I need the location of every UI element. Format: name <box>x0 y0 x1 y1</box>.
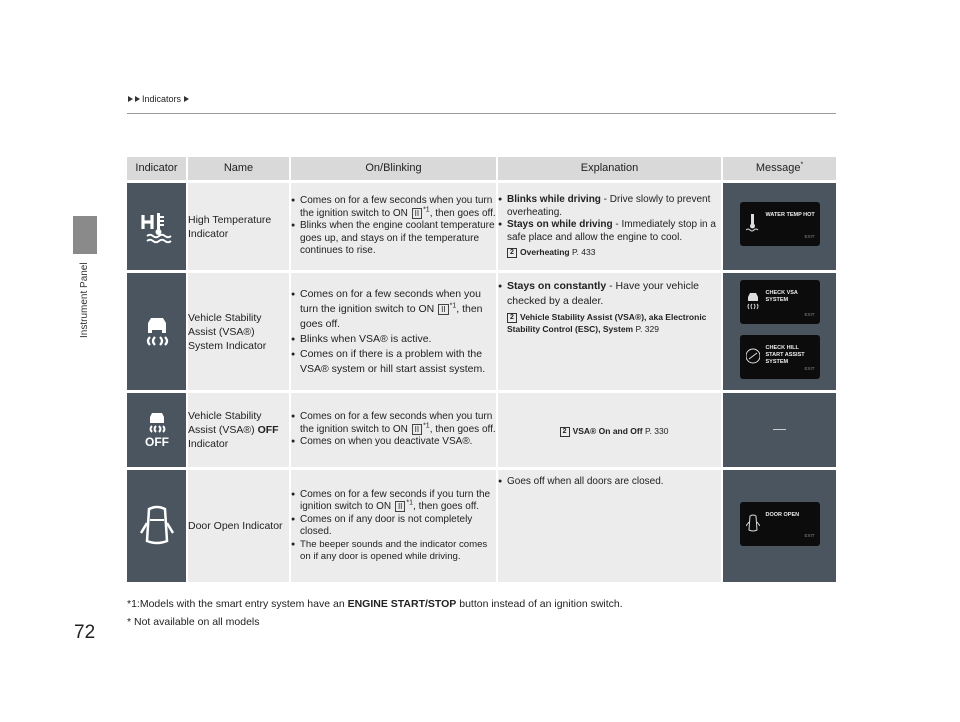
explanation-cell: ● Stays on constantly - Have your vehicle checked by a dealer. 2 Vehicle Stability Assist (VSA®), aka Electronic Stability Control (ESC), System P. 329 <box>498 270 723 390</box>
page-reference-link[interactable]: 2 Vehicle Stability Assist (VSA®), aka Electronic Stability Control (ESC), System P. 329 <box>507 312 707 334</box>
explanation-cell: ● Blinks while driving - Drive slowly to prevent overheating. ● Stays on while driving - Immediately stop in a safe place and allow the engine to cool. 2 Overheating P. 433 <box>498 180 723 270</box>
hill-assist-glyph-icon <box>746 347 760 365</box>
explanation-cell <box>498 390 723 467</box>
indicator-cell <box>127 180 188 270</box>
breadcrumb-arrow-icon <box>128 96 133 102</box>
breadcrumb-arrow-icon <box>135 96 140 102</box>
indicator-name: High Temperature Indicator <box>188 180 291 270</box>
footnote-ignition: *1:Models with the smart entry system have an ENGINE START/STOP button instead of an ignition switch. <box>127 598 623 610</box>
page-reference-link[interactable]: 2 VSA® On and Off P. 330 <box>498 425 721 438</box>
on-blinking-cell: ● Comes on for a few seconds when you turn the ignition switch to ON II $^{*1}$, then goes off. ● Blinks when VSA® is active. ● Comes on if there is a problem with the VSA® system or hill start assist system. <box>291 270 498 390</box>
indicator-name: Door Open Indicator <box>188 467 291 582</box>
column-header: Indicator <box>127 157 188 180</box>
footnote-availability: * Not available on all models <box>127 616 260 628</box>
explanation-cell: ● Goes off when all doors are closed. <box>498 467 723 582</box>
column-header: Message* <box>723 157 836 180</box>
message-cell <box>723 270 836 390</box>
table-row <box>127 390 836 467</box>
on-blinking-cell: ● Comes on for a few seconds if you turn the ignition switch to ON II $^{*1}$, then goes off. ● Comes on if any door is not completely closed. ● The beeper sounds and the indicator comes on if any door is opened while driving. <box>291 467 498 582</box>
temperature-glyph-icon <box>746 214 760 232</box>
vsa-off-icon <box>140 412 174 448</box>
on-blinking-cell: ● Comes on for a few seconds when you turn the ignition switch to ON II $^{*1}$, then goes off. ● Blinks when the engine coolant temperature goes up, and stays on if the temperature continues to rise. <box>291 180 498 270</box>
display-message: WATER TEMP HOT EXIT <box>740 202 820 246</box>
on-blinking-cell: ● Comes on for a few seconds when you turn the ignition switch to ON II $^{*1}$, then goes off. ● Comes on when you deactivate VSA®. <box>291 390 498 467</box>
breadcrumb-label[interactable]: Indicators <box>142 94 182 104</box>
message-cell <box>723 467 836 582</box>
display-message: CHECK HILL START ASSIST SYSTEM EXIT <box>740 335 820 379</box>
table-header-row <box>127 157 836 180</box>
high-temperature-icon <box>139 209 175 245</box>
column-header: On/Blinking <box>291 157 498 180</box>
column-header: Explanation <box>498 157 723 180</box>
reference-arrow-icon: 2 <box>507 313 517 323</box>
section-tab <box>73 216 97 254</box>
indicator-cell <box>127 467 188 582</box>
message-cell <box>723 180 836 270</box>
column-header: Name <box>188 157 291 180</box>
page-reference-link[interactable]: 2 Overheating P. 433 <box>498 246 721 259</box>
message-cell: — <box>723 390 836 467</box>
page-number: 72 <box>74 622 96 643</box>
vsa-glyph-icon <box>746 292 760 310</box>
table-row <box>127 180 836 270</box>
breadcrumb-arrow-icon <box>184 96 189 102</box>
side-section-label: Instrument Panel <box>79 262 90 338</box>
breadcrumb <box>128 94 190 104</box>
indicator-name: Vehicle Stability Assist (VSA®) System Indicator <box>188 270 291 390</box>
reference-arrow-icon: 2 <box>560 427 570 437</box>
vsa-icon <box>140 315 174 349</box>
indicator-cell <box>127 390 188 467</box>
door-open-icon <box>140 505 174 547</box>
display-message: CHECK VSA SYSTEM EXIT <box>740 280 820 324</box>
indicator-name: Vehicle Stability Assist (VSA®) OFF Indicator <box>188 390 291 467</box>
indicator-table <box>127 157 836 582</box>
indicator-cell <box>127 270 188 390</box>
svg-text:OFF: OFF <box>144 435 169 448</box>
display-message: DOOR OPEN EXIT <box>740 502 820 546</box>
reference-arrow-icon: 2 <box>507 248 517 258</box>
table-row <box>127 467 836 582</box>
table-row <box>127 270 836 390</box>
header-divider <box>127 113 836 114</box>
door-glyph-icon <box>746 514 760 532</box>
